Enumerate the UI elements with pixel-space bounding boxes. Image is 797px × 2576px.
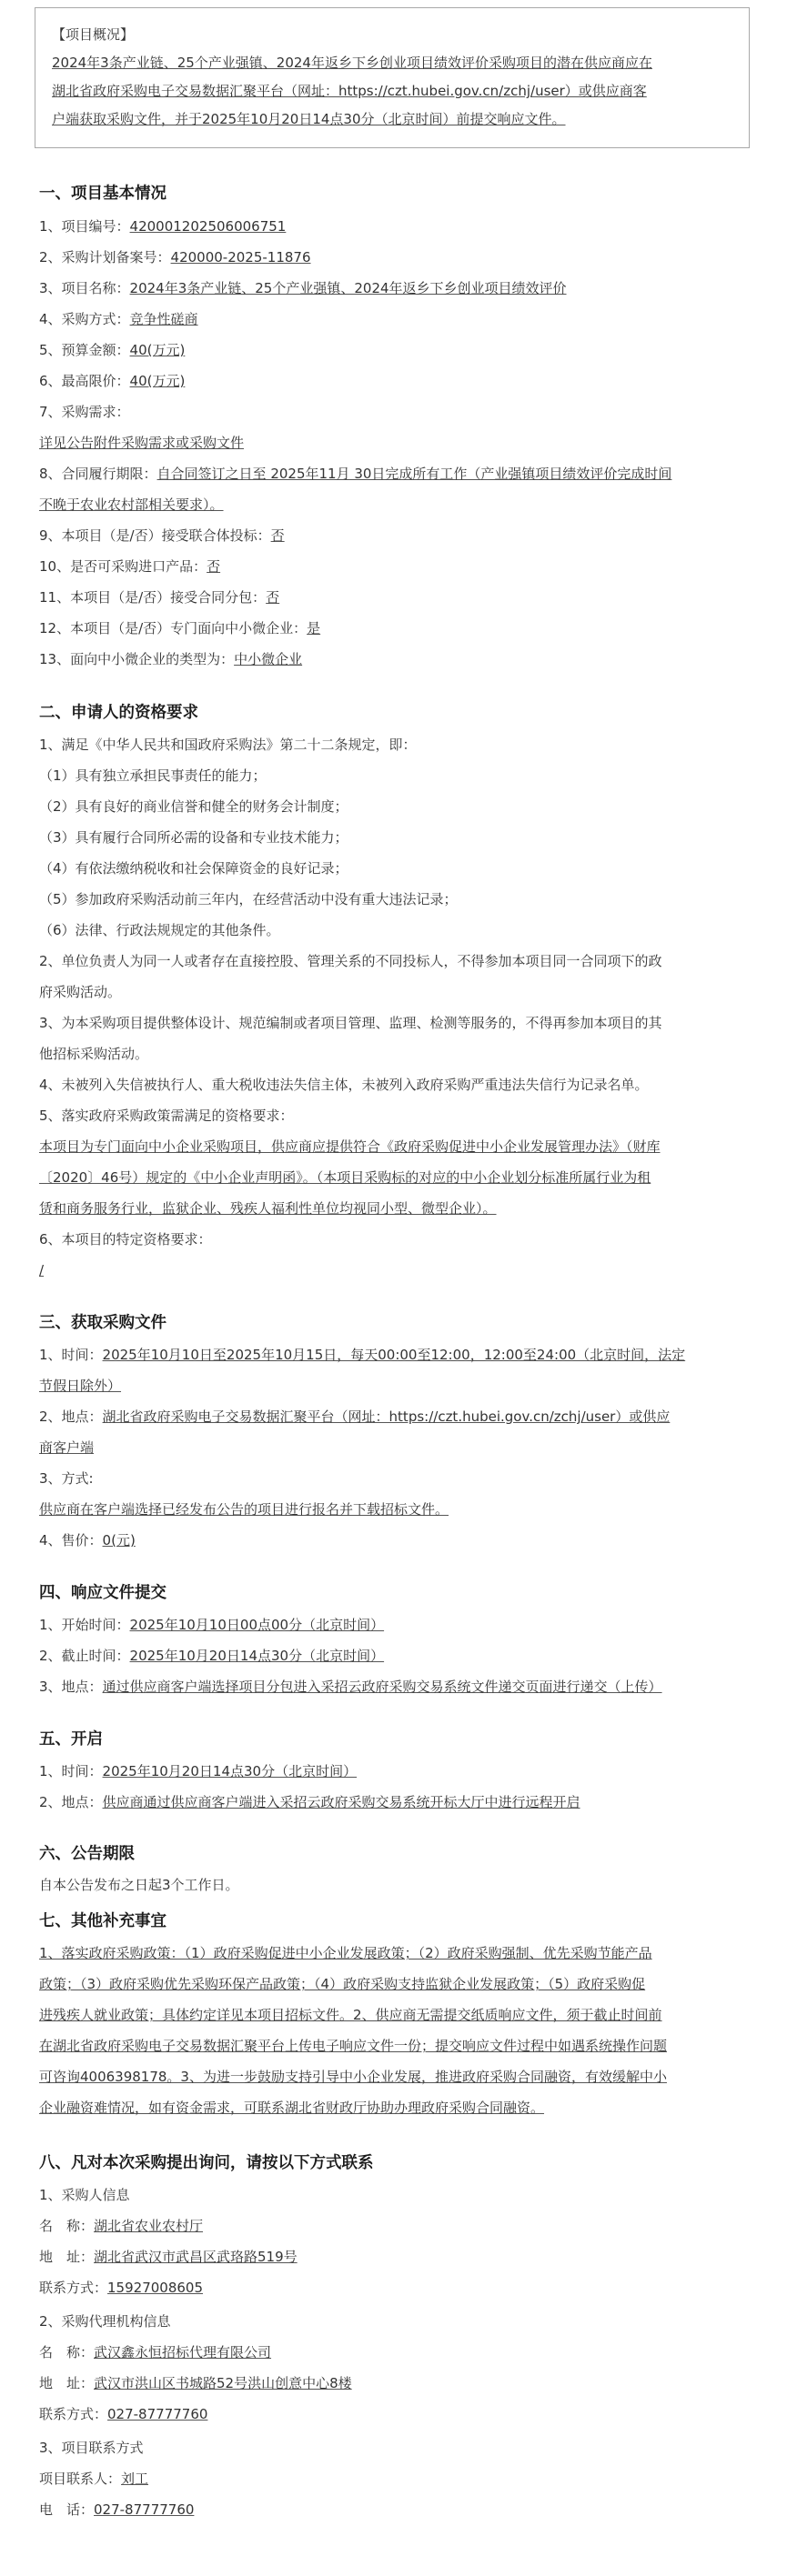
label: 2、截止时间：	[39, 1648, 130, 1664]
section-notice-period-title: 六、公告期限	[39, 1845, 135, 1863]
label: 5、预算金额：	[39, 342, 130, 358]
label: 1、时间：	[39, 1347, 103, 1363]
label: 6、最高限价：	[39, 373, 130, 389]
label: 13、面向中小微企业的类型为：	[39, 651, 235, 667]
qualification-line: （1）具有独立承担民事责任的能力；	[39, 767, 267, 784]
section-contact-title: 八、凡对本次采购提出询问，请按以下方式联系	[39, 2154, 374, 2172]
plan-record-row	[39, 248, 311, 266]
sme-only-row	[39, 619, 320, 637]
joint-bid-row	[39, 526, 285, 545]
buyer-address: 湖北省武汉市武昌区武珞路519号	[94, 2249, 298, 2265]
qualification-line: 2、单位负责人为同一人或者存在直接控股、管理关系的不同投标人，不得参加本项目同一合同项下的政	[39, 953, 662, 969]
other-line: 政策；（3）政府采购优先采购环保产品政策；（4）政府采购支持监狱企业发展政策；（5）政府采购促	[39, 1976, 646, 1992]
label: 4、售价：	[39, 1532, 103, 1549]
qualification-line: （6）法律、行政法规规定的其他条件。	[39, 922, 280, 938]
project-name-row	[39, 279, 567, 297]
label: 2、地点：	[39, 1408, 103, 1425]
max-price-row	[39, 372, 185, 390]
buyer-info-heading: 1、采购人信息	[39, 2187, 130, 2203]
requirement-label: 7、采购需求：	[39, 404, 130, 420]
contract-period: 自合同签订之日至 2025年11月 30日完成所有工作（产业强镇项目绩效评价完成时间	[156, 466, 672, 482]
agent-tel-row	[39, 2405, 207, 2423]
requirement-value: 详见公告附件采购需求或采购文件	[39, 435, 245, 451]
opening-time: 2025年10月20日14点30分（北京时间）	[102, 1763, 358, 1779]
sme-type-row	[39, 650, 302, 668]
overview-heading: 【项目概况】	[52, 26, 135, 43]
procurement-method: 竞争性磋商	[129, 311, 198, 327]
label: 12、本项目（是/否）专门面向中小微企业：	[39, 620, 308, 636]
max-price: 40(万元)	[129, 373, 186, 389]
overview-line: 湖北省政府采购电子交易数据汇聚平台（网址：https://czt.hubei.gov.cn/zchj/user）或供应商客	[52, 83, 647, 99]
agent-name: 武汉鑫永恒招标代理有限公司	[94, 2344, 272, 2360]
label: 项目联系人：	[39, 2471, 122, 2487]
contact-person-row	[39, 2470, 148, 2488]
import-products: 否	[207, 558, 221, 575]
policy-line: 赁和商务服务行业，监狱企业、残疾人福利性单位均视同小型、微型企业）。	[39, 1200, 497, 1217]
label: 1、时间：	[39, 1763, 103, 1779]
section-obtain-docs-title: 三、获取采购文件	[39, 1314, 166, 1332]
procurement-method-row	[39, 310, 198, 328]
obtain-place: 湖北省政府采购电子交易数据汇聚平台（网址：https://czt.hubei.gov.cn/zchj/user）或供应	[102, 1408, 671, 1425]
buyer-name: 湖北省农业农村厅	[94, 2218, 204, 2234]
section-qualification-title: 二、申请人的资格要求	[39, 704, 198, 722]
overview-line: 2024年3条产业链、25个产业强镇、2024年返乡下乡创业项目绩效评价采购项目的潜在供应商应在	[52, 55, 652, 71]
subcontract: 否	[266, 589, 280, 606]
contact-tel: 027-87777760	[94, 2501, 195, 2518]
plan-record-number: 420000-2025-11876	[170, 249, 311, 266]
subcontract-row	[39, 588, 279, 606]
qualification-line: 5、落实政府采购政策需满足的资格要求：	[39, 1108, 294, 1124]
qualification-line: （5）参加政府采购活动前三年内，在经营活动中没有重大违法记录；	[39, 891, 458, 907]
agent-tel: 027-87777760	[107, 2406, 208, 2422]
label: 4、采购方式：	[39, 311, 130, 327]
project-number-row	[39, 217, 286, 236]
policy-line: 〔2020〕46号）规定的《中小企业声明函》。（本项目采购标的对应的中小企业划分标准所属行业为租	[39, 1169, 651, 1186]
label: 联系方式：	[39, 2280, 108, 2296]
label: 10、是否可采购进口产品：	[39, 558, 207, 575]
sme-type: 中小微企业	[234, 651, 303, 667]
label: 3、地点：	[39, 1679, 103, 1695]
label: 地 址：	[39, 2375, 95, 2391]
obtain-time-row	[39, 1346, 685, 1364]
label: 9、本项目（是/否）接受联合体投标：	[39, 527, 271, 544]
budget-row	[39, 341, 185, 359]
sme-only: 是	[307, 620, 321, 636]
import-row	[39, 557, 220, 576]
label: 11、本项目（是/否）接受合同分包：	[39, 589, 267, 606]
obtain-time: 2025年10月10日至2025年10月15日，每天00:00至12:00，12:00至24:00（北京时间，法定	[102, 1347, 686, 1363]
label: 名 称：	[39, 2218, 95, 2234]
agent-info-heading: 2、采购代理机构信息	[39, 2313, 171, 2330]
qualification-line: （2）具有良好的商业信誉和健全的财务会计制度；	[39, 798, 348, 815]
other-line: 1、落实政府采购政策：（1）政府采购促进中小企业发展政策；（2）政府采购强制、优先采购节能产品	[39, 1945, 652, 1961]
special-requirement-label: 6、本项目的特定资格要求：	[39, 1231, 212, 1248]
section-submission-title: 四、响应文件提交	[39, 1584, 166, 1602]
qualification-line: （3）具有履行合同所必需的设备和专业技术能力；	[39, 829, 348, 846]
price: 0(元)	[102, 1532, 136, 1549]
overview-line: 户端获取采购文件，并于2025年10月20日14点30分（北京时间）前提交响应文件。	[52, 111, 566, 127]
project-name: 2024年3条产业链、25个产业强镇、2024年返乡下乡创业项目绩效评价	[129, 280, 567, 296]
policy-line: 本项目为专门面向中小企业采购项目，供应商应提供符合《政府采购促进中小企业发展管理办法》（财库	[39, 1138, 661, 1155]
buyer-tel-row	[39, 2279, 203, 2297]
qualification-line: 府采购活动。	[39, 984, 122, 1000]
submit-start: 2025年10月10日00点00分（北京时间）	[129, 1617, 385, 1633]
label: 1、项目编号：	[39, 218, 130, 235]
agent-name-row	[39, 2343, 271, 2361]
section-other-title: 七、其他补充事宜	[39, 1912, 166, 1930]
label: 名 称：	[39, 2344, 95, 2360]
label: 3、项目名称：	[39, 280, 130, 296]
obtain-time-cont: 节假日除外）	[39, 1378, 122, 1394]
qualification-line: （4）有依法缴纳税收和社会保障资金的良好记录；	[39, 860, 348, 877]
project-contact-heading: 3、项目联系方式	[39, 2440, 144, 2456]
other-line: 在湖北省政府采购电子交易数据汇聚平台上传电子响应文件一份；提交响应文件过程中如遇系统操作问题	[39, 2038, 668, 2054]
label: 8、合同履行期限：	[39, 466, 157, 482]
buyer-address-row	[39, 2248, 298, 2266]
agent-address: 武汉市洪山区书城路52号洪山创意中心8楼	[94, 2375, 352, 2391]
contract-period-row	[39, 465, 671, 483]
buyer-name-row	[39, 2217, 203, 2235]
project-number: 420001202506006751	[129, 218, 287, 235]
label: 1、开始时间：	[39, 1617, 130, 1633]
notice-period-text: 自本公告发布之日起3个工作日。	[39, 1877, 239, 1893]
contact-person: 刘工	[121, 2471, 149, 2487]
submit-start-row	[39, 1616, 384, 1634]
submit-place: 通过供应商客户端选择项目分包进入采招云政府采购交易系统文件递交页面进行递交（上传）	[102, 1679, 662, 1695]
qualification-line: 他招标采购活动。	[39, 1046, 149, 1062]
budget-amount: 40(万元)	[129, 342, 186, 358]
opening-place-row	[39, 1793, 580, 1811]
joint-bid: 否	[270, 527, 285, 544]
project-overview-box	[35, 7, 750, 148]
obtain-place-cont: 商客户端	[39, 1439, 95, 1456]
obtain-method-value: 供应商在客户端选择已经发布公告的项目进行报名并下载招标文件。	[39, 1501, 449, 1518]
opening-time-row	[39, 1762, 357, 1780]
obtain-place-row	[39, 1408, 670, 1426]
other-line: 进残疾人就业政策；具体约定详见本项目招标文件。2、供应商无需提交纸质响应文件，须于截止时间前	[39, 2007, 662, 2023]
submit-deadline: 2025年10月20日14点30分（北京时间）	[129, 1648, 385, 1664]
section-opening-title: 五、开启	[39, 1730, 103, 1749]
obtain-method-label: 3、方式:	[39, 1470, 94, 1487]
qualification-line: 4、未被列入失信被执行人、重大税收违法失信主体，未被列入政府采购严重违法失信行为记录名单。	[39, 1077, 649, 1093]
label: 联系方式：	[39, 2406, 108, 2422]
price-row	[39, 1531, 136, 1549]
label: 地 址：	[39, 2249, 95, 2265]
other-line: 可咨询4006398178。3、为进一步鼓励支持引导中小企业发展，推进政府采购合同融资，有效缓解中小	[39, 2069, 667, 2085]
special-requirement-value: /	[39, 1262, 45, 1278]
agent-address-row	[39, 2374, 352, 2392]
label: 2、地点：	[39, 1794, 103, 1810]
label: 电 话：	[39, 2501, 95, 2518]
submit-place-row	[39, 1678, 662, 1696]
opening-place: 供应商通过供应商客户端进入采招云政府采购交易系统开标大厅中进行远程开启	[102, 1794, 580, 1810]
qualification-line: 3、为本采购项目提供整体设计、规范编制或者项目管理、监理、检测等服务的，不得再参加本项目的其	[39, 1015, 662, 1031]
submit-deadline-row	[39, 1647, 384, 1665]
contact-tel-row	[39, 2501, 194, 2519]
label: 2、采购计划备案号：	[39, 249, 171, 266]
buyer-tel: 15927008605	[107, 2280, 203, 2296]
section-basic-info-title: 一、项目基本情况	[39, 185, 166, 203]
contract-period-cont: 不晚于农业农村部相关要求）。	[39, 496, 224, 513]
qualification-line: 1、满足《中华人民共和国政府采购法》第二十二条规定，即：	[39, 737, 417, 753]
other-line: 企业融资难情况，如有资金需求，可联系湖北省财政厅协助办理政府采购合同融资。	[39, 2100, 545, 2116]
